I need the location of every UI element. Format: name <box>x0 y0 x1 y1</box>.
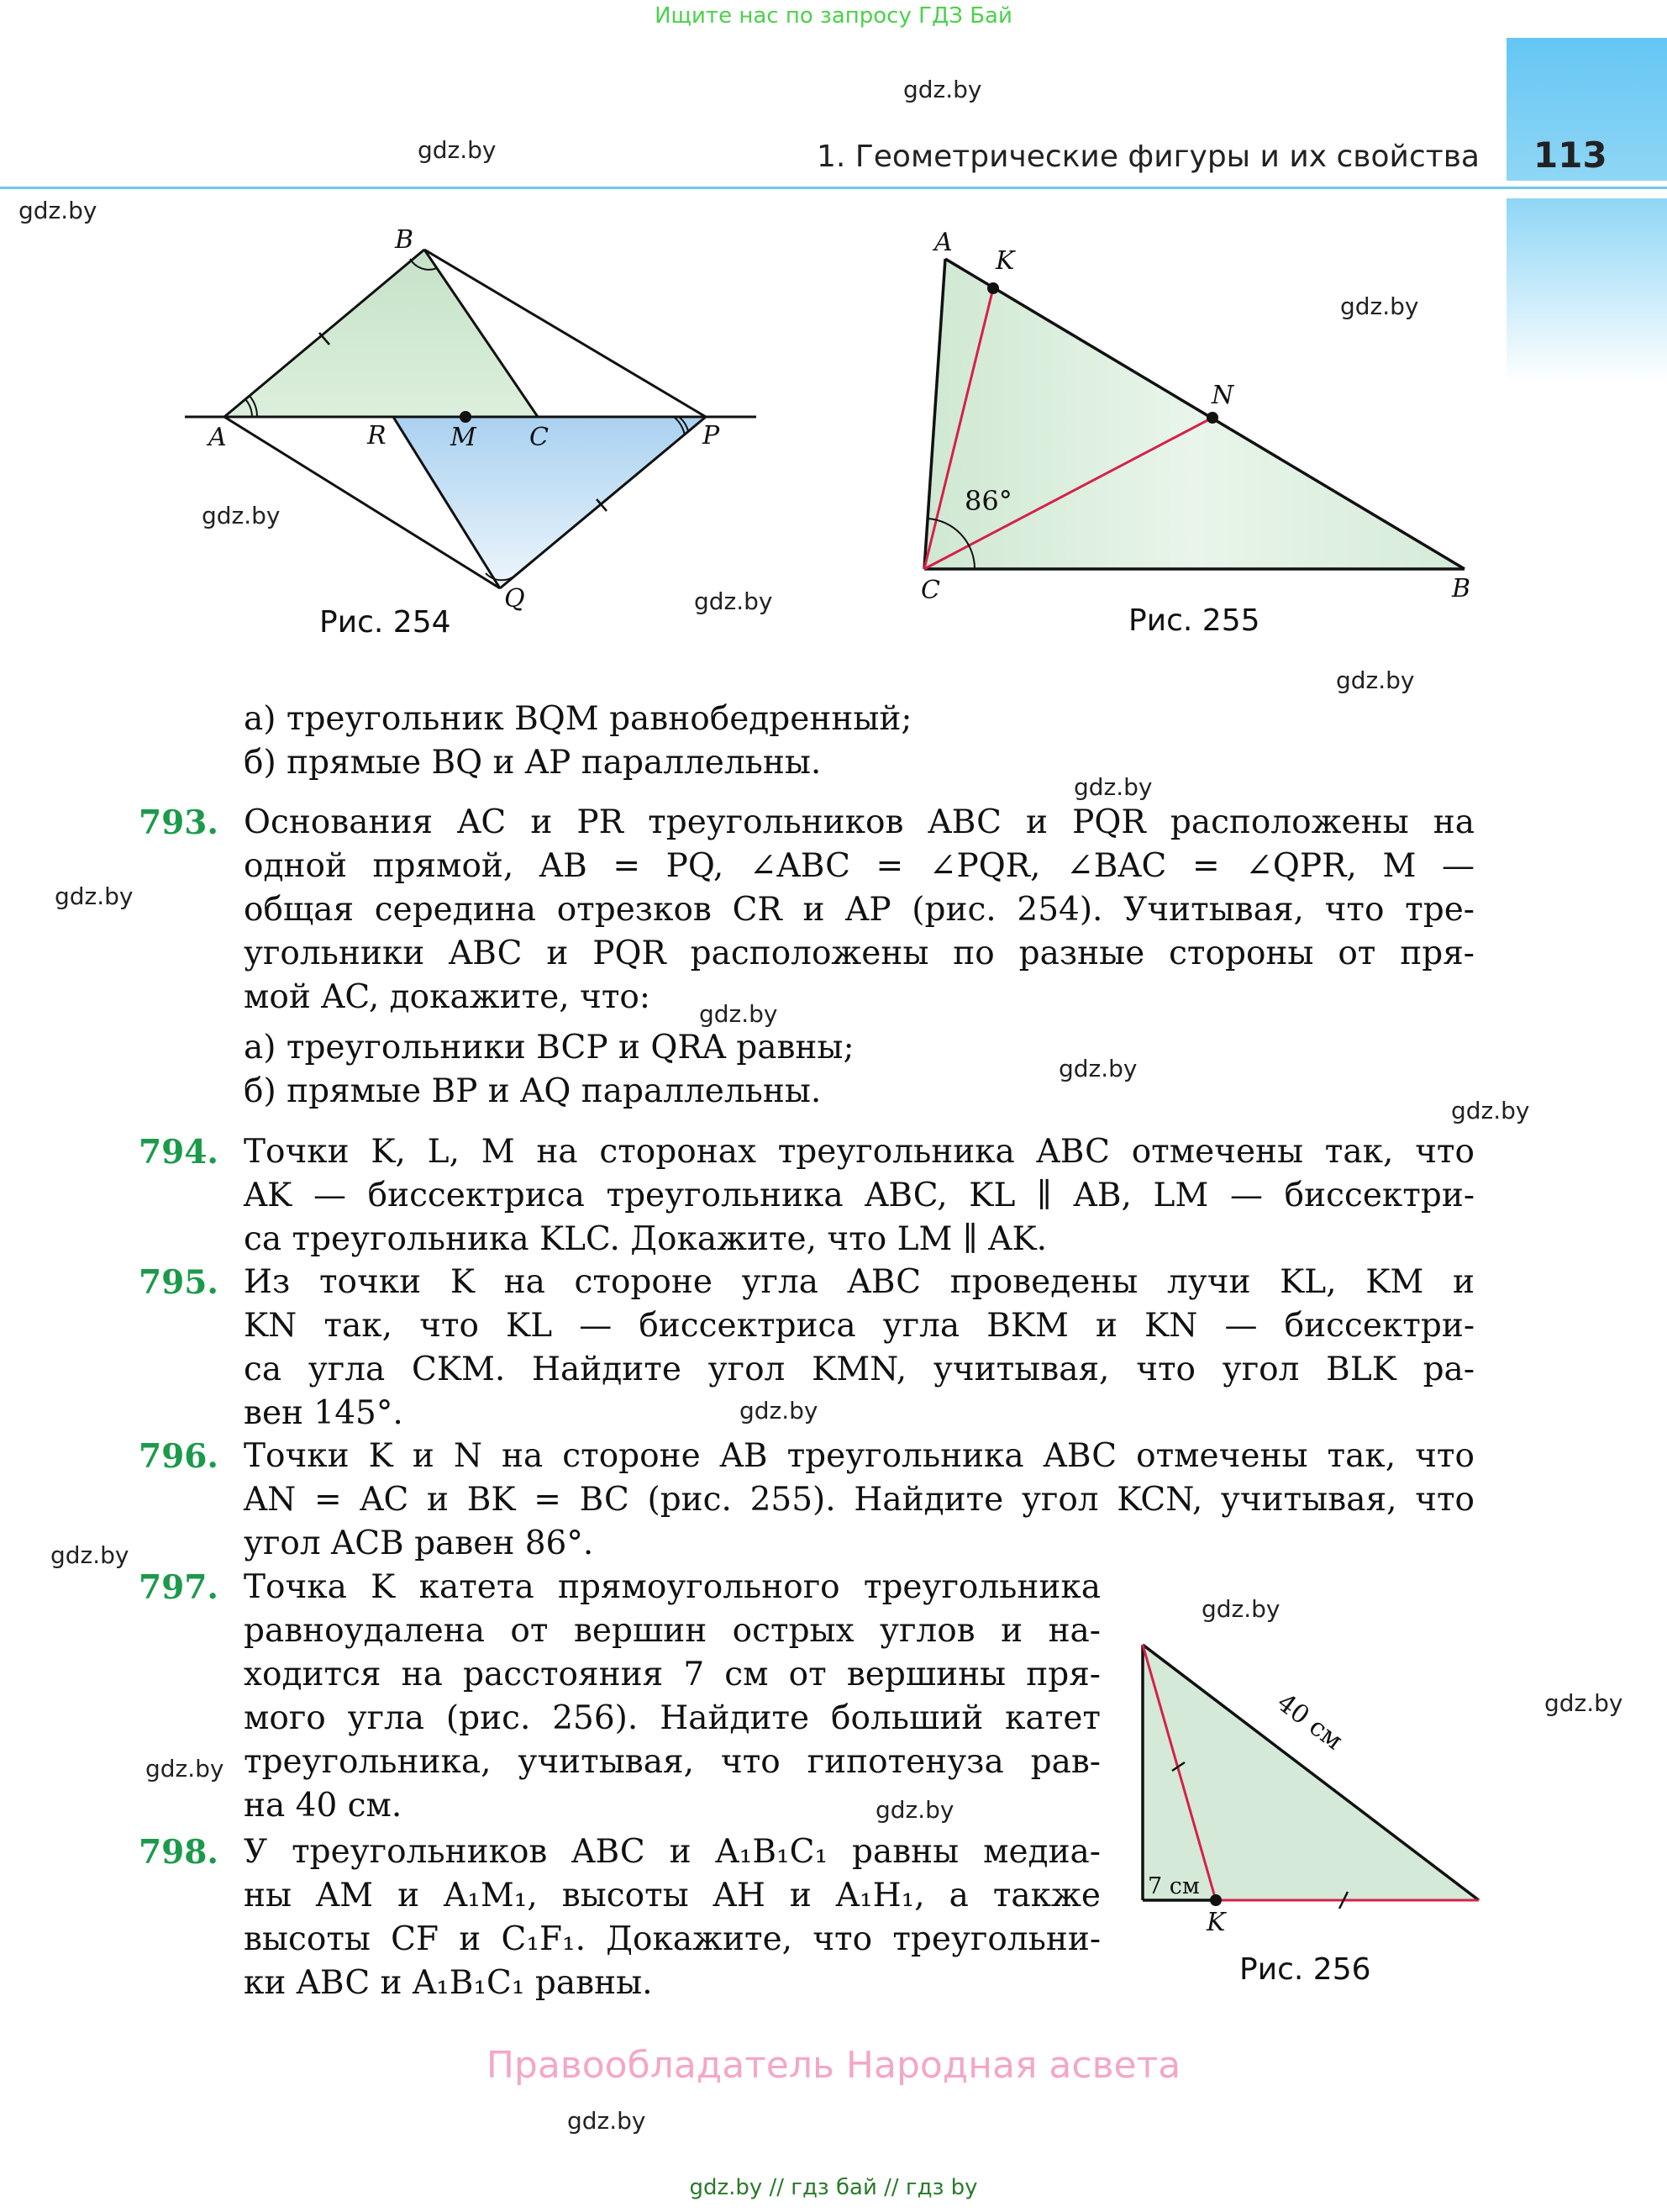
task-line: треугольника, учитывая, что гипотенуза рав- <box>244 1743 1101 1781</box>
task-line: Из точки K на стороне угла ABC проведены лучи KL, KM и <box>244 1263 1475 1301</box>
watermark: gdz.by <box>1074 773 1153 801</box>
fig-label: A <box>934 228 953 257</box>
figure-255-caption: Рис. 255 <box>1128 603 1260 638</box>
fig-label: C <box>921 576 940 605</box>
figure-254 <box>168 219 773 614</box>
watermark: gdz.by <box>1451 1097 1530 1124</box>
task-795 <box>139 1261 1475 1435</box>
task-line: мой AC, докажите, что: <box>244 978 651 1016</box>
fig-label: M <box>450 423 476 452</box>
top-banner[interactable]: Ищите нас по запросу ГДЗ Бай <box>655 3 1012 29</box>
fig-label: B <box>1452 574 1471 603</box>
point-m <box>460 411 471 423</box>
fig-label: P <box>702 421 720 450</box>
watermark: gdz.by <box>418 136 497 164</box>
figure-254-caption: Рис. 254 <box>319 605 451 640</box>
triangle-abc <box>224 250 538 417</box>
task-line: ки ABC и A₁B₁C₁ равны. <box>244 1964 653 2002</box>
task-line: У треугольников ABC и A₁B₁C₁ равны медиа- <box>244 1833 1101 1871</box>
task-line: мого угла (рис. 256). Найдите больший катет <box>244 1699 1101 1737</box>
task-line: ны AM и A₁M₁, высоты AH и A₁H₁, а также <box>244 1877 1101 1914</box>
watermark: gdz.by <box>145 1755 224 1783</box>
watermark: gdz.by <box>699 1000 778 1028</box>
task-line: Точки K и N на стороне AB треугольника ABC отмечены так, что <box>244 1437 1475 1475</box>
prev-task-b: б) прямые BQ и AP параллельны. <box>244 744 822 782</box>
task-line: высоты CF и C₁F₁. Докажите, что треугольни- <box>244 1920 1101 1958</box>
segment-label: 7 см <box>1148 1873 1200 1899</box>
triangle-abc <box>924 259 1465 569</box>
point-n <box>1207 412 1218 424</box>
watermark: gdz.by <box>694 587 773 615</box>
task-number: 797. <box>139 1568 218 1607</box>
task-line: угольники ABC и PQR расположены по разные стороны от пря- <box>244 935 1475 972</box>
point-k <box>987 282 999 294</box>
section-title: 1. Геометрические фигуры и их свойства <box>817 140 1480 174</box>
task-line: общая середина отрезков CR и AP (рис. 254). Учитывая, что тре- <box>244 891 1475 929</box>
task-798 <box>139 1830 1101 2005</box>
watermark: gdz.by <box>1202 1595 1280 1623</box>
watermark: gdz.by <box>567 2107 646 2135</box>
task-line: са угла CKM. Найдите угол KMN, учитывая, что угол BLK ра- <box>244 1351 1475 1388</box>
figure-256-caption: Рис. 256 <box>1239 1952 1371 1987</box>
task-number: 798. <box>139 1833 218 1872</box>
task-794 <box>139 1130 1475 1261</box>
watermark: gdz.by <box>55 882 134 910</box>
figure-256 <box>1126 1626 1496 1946</box>
watermark: gdz.by <box>739 1397 818 1425</box>
figure-255 <box>907 219 1496 614</box>
copyright-notice: Правообладатель Народная асвета <box>486 2044 1181 2087</box>
task-line: Точка K катета прямоугольного треугольника <box>244 1568 1101 1606</box>
page-tab-gradient <box>1507 198 1667 383</box>
task-line: угол ACB равен 86°. <box>244 1525 594 1562</box>
watermark: gdz.by <box>1336 666 1415 694</box>
task-line: AK — биссектриса треугольника ABC, KL ∥ AB, LM — биссектри- <box>244 1177 1475 1214</box>
fig-label: N <box>1212 381 1234 410</box>
task-line: на 40 см. <box>244 1787 402 1825</box>
hypotenuse-label: 40 см <box>1271 1688 1349 1756</box>
task-number: 793. <box>139 803 218 842</box>
task-793-a: а) треугольники BCP и QRA равны; <box>244 1029 855 1066</box>
watermark: gdz.by <box>903 76 982 103</box>
task-line: одной прямой, AB = PQ, ∠ABC = ∠PQR, ∠BAC = ∠QPR, M — <box>244 847 1475 885</box>
task-793 <box>139 801 1475 1114</box>
watermark: gdz.by <box>50 1541 129 1569</box>
task-line: са треугольника KLC. Докажите, что LM ∥ AK. <box>244 1220 1047 1258</box>
page-number: 113 <box>1533 134 1607 176</box>
task-line: Основания AC и PR треугольников ABC и PQR расположены на <box>244 803 1475 841</box>
angle-label: 86° <box>965 485 1012 517</box>
task-line: ходится на расстояния 7 см от вершины пря- <box>244 1656 1101 1693</box>
task-line: KN так, что KL — биссектриса угла BKM и KN — биссектри- <box>244 1307 1475 1345</box>
task-number: 794. <box>139 1133 218 1172</box>
prev-task-a: а) треугольник BQM равнобедренный; <box>244 700 912 738</box>
header-rule <box>0 187 1667 189</box>
triangle-pqr <box>393 417 706 588</box>
fig-label: A <box>208 423 227 452</box>
point-k <box>1210 1894 1222 1906</box>
watermark: gdz.by <box>876 1796 954 1824</box>
fig-label: R <box>367 421 387 450</box>
watermark: gdz.by <box>1059 1055 1138 1082</box>
task-line: равноудалена от вершин острых углов и на- <box>244 1612 1101 1650</box>
task-line: Точки K, L, M на сторонах треугольника ABC отмечены так, что <box>244 1133 1475 1171</box>
fig-label: K <box>1207 1908 1226 1937</box>
task-line: вен 145°. <box>244 1394 403 1432</box>
task-796 <box>139 1435 1475 1566</box>
task-number: 795. <box>139 1263 218 1302</box>
footer-links[interactable]: gdz.by // гдз бай // гдз by <box>689 2175 978 2200</box>
fig-label: C <box>529 423 549 452</box>
watermark: gdz.by <box>1340 292 1419 320</box>
task-793-b: б) прямые BP и AQ параллельны. <box>244 1072 822 1110</box>
prev-task-items <box>244 698 1475 785</box>
task-line: AN = AC и BK = BC (рис. 255). Найдите угол KCN, учитывая, что <box>244 1481 1475 1519</box>
watermark: gdz.by <box>18 197 97 224</box>
fig-label: B <box>395 225 414 255</box>
fig-label: K <box>996 246 1015 276</box>
watermark: gdz.by <box>1544 1689 1623 1717</box>
task-number: 796. <box>139 1437 218 1476</box>
watermark: gdz.by <box>202 502 281 529</box>
fig-label: Q <box>504 584 525 614</box>
